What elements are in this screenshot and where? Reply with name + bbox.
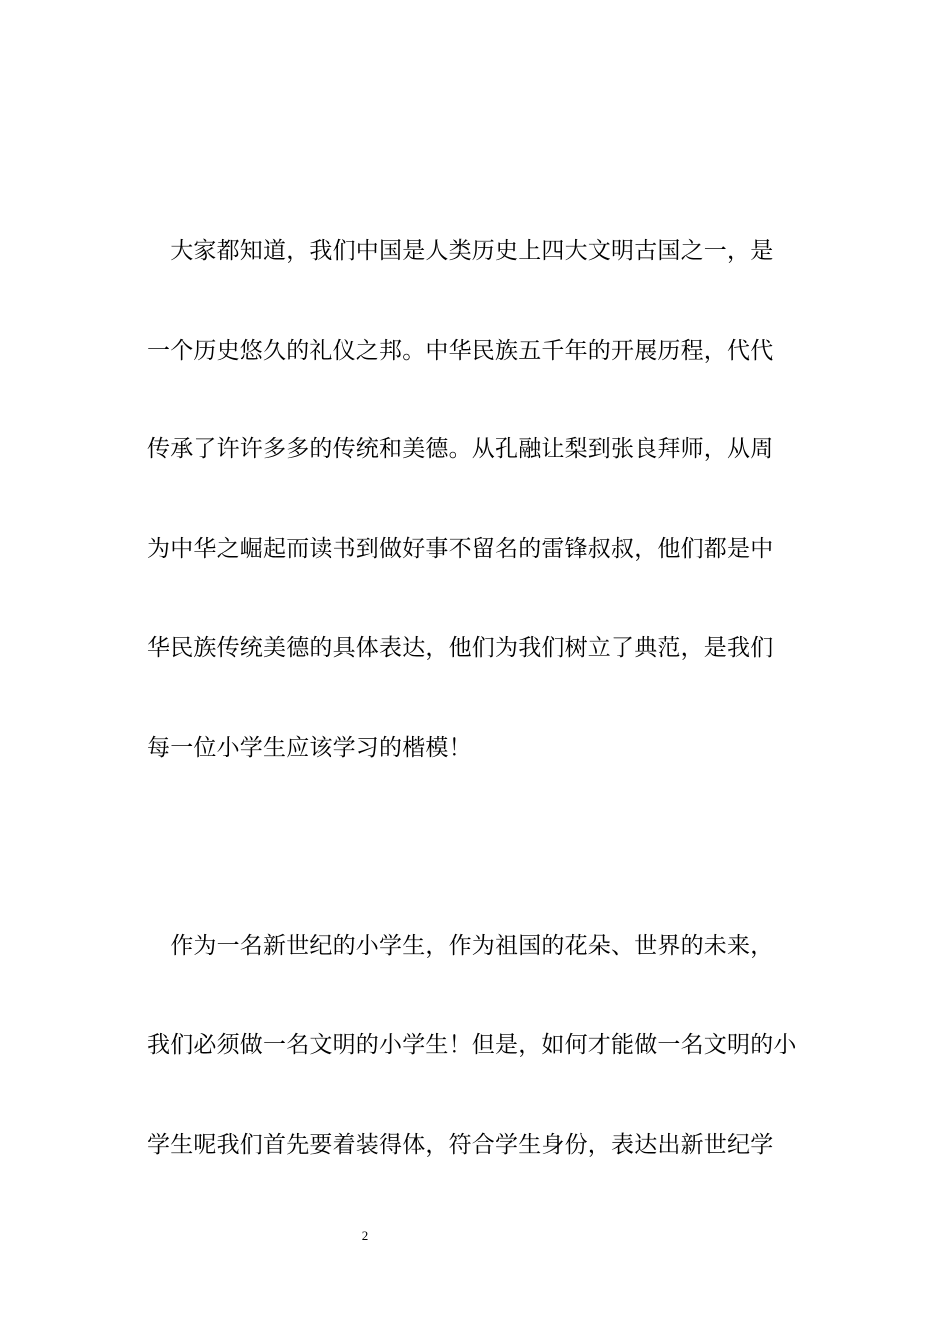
paragraph-1-line-4: 为中华之崛起而读书到做好事不留名的雷锋叔叔，他们都是中: [147, 536, 774, 562]
paragraph-1-line-5: 华民族传统美德的具体表达，他们为我们树立了典范，是我们: [147, 635, 774, 661]
paragraph-1-line-6: 每一位小学生应该学习的楷模！: [147, 735, 472, 761]
paragraph-2-line-3: 学生呢我们首先要着装得体，符合学生身份，表达出新世纪学: [147, 1132, 774, 1158]
paragraph-2-line-1: 作为一名新世纪的小学生，作为祖国的花朵、世界的未来，: [147, 933, 774, 959]
paragraph-1-line-1: 大家都知道，我们中国是人类历史上四大文明古国之一，是: [147, 238, 774, 264]
paragraph-2-line-2: 我们必须做一名文明的小学生！但是，如何才能做一名文明的小: [147, 1032, 797, 1058]
paragraph-1-line-3: 传承了许许多多的传统和美德。从孔融让梨到张良拜师，从周: [147, 436, 774, 462]
paragraph-1-line-2: 一个历史悠久的礼仪之邦。中华民族五千年的开展历程，代代: [147, 338, 774, 364]
page-number: 2: [361, 1228, 369, 1243]
